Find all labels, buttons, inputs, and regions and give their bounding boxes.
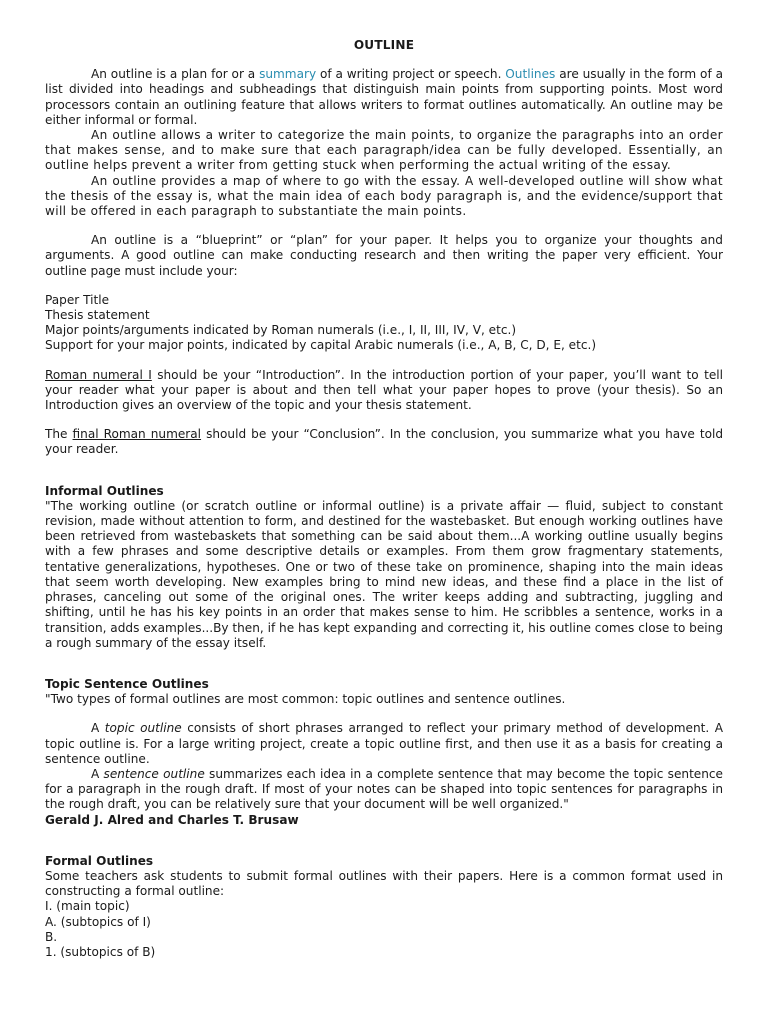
- spacer: [45, 219, 723, 233]
- spacer: [45, 458, 723, 484]
- sentence-link[interactable]: sentence: [595, 605, 651, 620]
- list-item: A. (subtopics of I): [45, 914, 151, 929]
- spacer: [45, 828, 723, 854]
- essay-link[interactable]: essay: [195, 635, 230, 650]
- formal-outline-list: [45, 899, 723, 960]
- text-run: of a writing project or speech.: [316, 67, 506, 82]
- text-run: should be your “Introduction”. In the introduction portion of your paper, you’ll want to tell your reader what your paper is about and then tell what your paper hopes to prove (your thesis). So an Introduction gives an overview of the topic and your thesis statement.: [45, 367, 723, 413]
- final-roman-term: final Roman numeral: [72, 427, 202, 442]
- include-list: [45, 293, 723, 354]
- attribution: Gerald J. Alred and Charles T. Brusaw: [45, 812, 299, 827]
- topic-lead: "Two types of formal outlines are most common: topic outlines and sentence outlines.: [45, 692, 566, 707]
- text-run: , works in a transition, adds examples...By then, if he has kept expanding and correcting it, his outline comes close to being a rough summary of the: [45, 605, 724, 650]
- paragraphs-link[interactable]: paragraphs: [638, 782, 708, 797]
- text-run: "The working outline (or scratch outline or informal outline) is a private affair — fluid, subject to constant revision, made without attention to form, and destined for the wastebasket. But enough working outlines have been retrieved from wastebaskets that something can be said about them...A working outline usually begins with a few phrases and some descriptive details or examples. From them grow fragmentary statements, tentative generalizations, hypotheses. One or two of these take on prominence, shaping into the main ideas that seem worth developing. New examples bring to mind new ideas, and these find a place in the list of phrases, canceling out some of the original ones. The writer keeps adding and subtracting, juggling and shifting, until he has his key points in an order that makes sense to him. He scribbles a: [45, 498, 723, 620]
- text-run: summarizes each idea in a complete sentence that may become the topic sentence for a paragraph in the rough draft. If most of your notes can be shaped into topic sentences for: [45, 766, 724, 797]
- text-run: The: [45, 427, 73, 442]
- page-title: OUTLINE: [353, 38, 415, 52]
- spacer: [45, 354, 723, 368]
- informal-body: [45, 499, 723, 651]
- list-item: Support for your major points, indicated by capital Arabic numerals (i.e., A, B, C, D, E, etc.): [45, 338, 597, 353]
- list-item: Major points/arguments indicated by Roman numerals (i.e., I, II, III, IV, V, etc.): [45, 323, 517, 338]
- text-run: A: [91, 721, 105, 736]
- intro-paragraph-4: An outline is a “blueprint” or “plan” for your paper. It helps you to organize your thoughts and arguments. A good outline can make conducting research and then writing the paper very efficient. Your outline page must include your:: [45, 233, 723, 278]
- spacer: [45, 707, 723, 721]
- text-run: are usually in the form of a list divided into headings and subheadings that distinguish main points from supporting points. Most word processors contain an outlining feature that allows writers to format outlines automatically. An outline may be either informal or formal.: [45, 67, 723, 127]
- formal-heading: Formal Outlines: [45, 853, 154, 868]
- text-run: itself.: [229, 635, 267, 650]
- list-item: I. (main topic): [45, 899, 130, 914]
- informal-heading: Informal Outlines: [45, 483, 164, 498]
- roman-numeral-term: Roman numeral I: [45, 367, 152, 382]
- text-run: should be your “Conclusion”. In the conclusion, you summarize what you have told your reader.: [45, 427, 724, 457]
- intro-paragraph-1: [45, 67, 723, 128]
- roman-conclusion-paragraph: [45, 427, 723, 457]
- spacer: [45, 279, 723, 293]
- spacer: [45, 651, 723, 677]
- list-item: 1. (subtopics of B): [45, 944, 156, 959]
- text-run: consists of short phrases arranged to reflect your primary method of development. A topic outline is. For a large writing project, create a topic outline first, and then use it as a basis for creating a sentence outline.: [45, 721, 723, 766]
- sentence-outline-term: sentence outline: [103, 766, 205, 781]
- list-item: B.: [45, 929, 58, 944]
- text-run: A: [91, 766, 104, 781]
- topic-paragraph-1: [45, 721, 723, 767]
- intro-paragraph-2: An outline allows a writer to categorize the main points, to organize the paragraphs into an order that makes sense, and to make sure that each paragraph/idea can be fully developed. Essentially, an outline helps prevent a writer from getting stuck when performing the actual writing of the essay.: [45, 128, 723, 173]
- summary-link[interactable]: summary: [259, 67, 317, 82]
- list-item: Paper Title: [45, 292, 110, 307]
- formal-body: Some teachers ask students to submit formal outlines with their papers. Here is a common format used in constructing a formal outline:: [45, 868, 723, 899]
- spacer: [45, 413, 723, 427]
- topic-heading: Topic Sentence Outlines: [45, 676, 209, 691]
- text-run: in the rough draft, you can be relatively sure that your document will be well organized.": [45, 782, 723, 812]
- intro-paragraph-3: An outline provides a map of where to go with the essay. A well-developed outline will show what the thesis of the essay is, what the main idea of each body paragraph is, and the evidence/support that will be offered in each paragraph to substantiate the main points.: [45, 173, 723, 219]
- roman-intro-paragraph: [45, 368, 723, 414]
- outlines-link[interactable]: Outlines: [505, 67, 556, 82]
- topic-paragraph-2: [45, 767, 723, 813]
- text-run: An outline is a plan for or a: [91, 67, 260, 82]
- topic-outline-term: topic outline: [104, 721, 182, 736]
- list-item: Thesis statement: [45, 308, 150, 323]
